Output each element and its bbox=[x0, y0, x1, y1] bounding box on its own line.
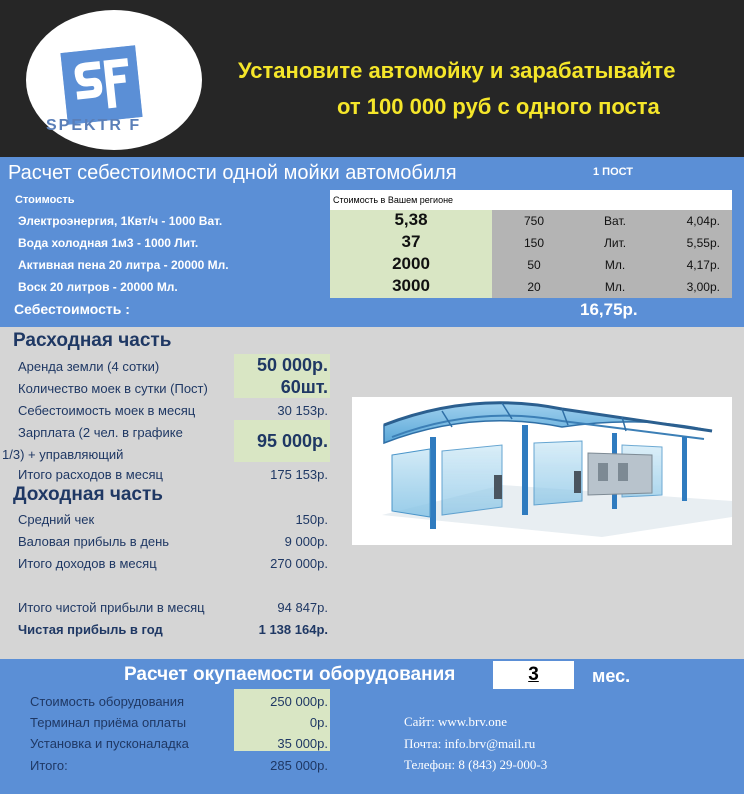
cost-section-title: Расчет себестоимости одной мойки автомобиля bbox=[8, 162, 457, 184]
region-price-input[interactable]: 37 bbox=[401, 232, 421, 251]
cost-row-name: Активная пена 20 литра - 20000 Мл. bbox=[18, 258, 229, 272]
cost-row-quantity: 150 bbox=[523, 236, 545, 250]
payback-title: Расчет окупаемости оборудования bbox=[124, 664, 456, 685]
cost-row-unit: Мл. bbox=[604, 280, 626, 294]
region-price-input[interactable]: 5,38 bbox=[394, 210, 428, 229]
contact-site-link[interactable]: Сайт: www.brv.one bbox=[404, 714, 508, 729]
headline-line-2: от 100 000 руб с одного поста bbox=[337, 94, 660, 119]
cost-row-unit: Мл. bbox=[604, 258, 626, 272]
contact-phone: Телефон: 8 (843) 29-000-3 bbox=[404, 757, 548, 772]
cost-row-name: Электроэнергия, 1Квт/ч - 1000 Ват. bbox=[18, 214, 223, 228]
monthly-income-value: 270 000р. bbox=[270, 556, 328, 571]
payback-total-label: Итого: bbox=[30, 758, 68, 773]
cost-row-name: Воск 20 литров - 20000 Мл. bbox=[18, 280, 178, 294]
cost-row-water bbox=[0, 232, 744, 254]
contact-email-link[interactable]: Почта: info.brv@mail.ru bbox=[404, 736, 536, 751]
cost-row-total: 4,04р. bbox=[686, 214, 720, 228]
cost-row-quantity: 20 bbox=[527, 280, 541, 294]
equipment-cost-input[interactable]: 250 000р. bbox=[270, 694, 328, 709]
expenses-total-label: Итого расходов в месяц bbox=[18, 467, 163, 482]
region-price-input[interactable]: 3000 bbox=[392, 276, 430, 295]
carwash-canopy-image bbox=[352, 397, 732, 545]
cost-row-electricity bbox=[0, 210, 744, 232]
net-year-label: Чистая прибыль в год bbox=[18, 622, 163, 637]
payback-months-value: 3 bbox=[528, 664, 539, 685]
cost-row-quantity: 50 bbox=[527, 258, 541, 272]
avg-check-value: 150р. bbox=[295, 512, 328, 527]
installation-input[interactable]: 35 000р. bbox=[277, 736, 328, 751]
selfcost-value: 16,75р. bbox=[580, 300, 638, 319]
terminal-label: Терминал приёма оплаты bbox=[30, 715, 187, 730]
land-rent-input[interactable]: 50 000р. bbox=[256, 355, 328, 375]
cost-row-unit: Ват. bbox=[604, 214, 626, 228]
monthly-income-label: Итого доходов в месяц bbox=[18, 556, 157, 571]
expenses-total-value: 175 153р. bbox=[270, 467, 328, 482]
cost-row-foam bbox=[0, 254, 744, 276]
installation-label: Установка и пусконаладка bbox=[30, 736, 189, 751]
selfcost-label: Себестоимость : bbox=[14, 301, 130, 317]
net-month-value: 94 847р. bbox=[277, 600, 328, 615]
payback-months-label: мес. bbox=[592, 666, 631, 686]
land-rent-label: Аренда земли (4 сотки) bbox=[18, 359, 160, 374]
carwash-illustration bbox=[352, 397, 732, 545]
monthly-cost-label: Себестоимость моек в месяц bbox=[18, 403, 196, 418]
salary-label-line-2: 1/3) + управляющий bbox=[2, 447, 124, 462]
daily-profit-value: 9 000р. bbox=[284, 534, 328, 549]
washes-per-day-label: Количество моек в сутки (Пост) bbox=[18, 381, 208, 396]
washes-per-day-input[interactable]: 60шт. bbox=[280, 377, 328, 397]
monthly-cost-value: 30 153р. bbox=[277, 403, 328, 418]
logo-text: SPEKTR F bbox=[46, 117, 142, 134]
equipment-cost-label: Стоимость оборудования bbox=[30, 694, 185, 709]
headline-line-1: Установите автомойку и зарабатывайте bbox=[238, 58, 676, 83]
cost-row-quantity: 750 bbox=[523, 214, 545, 228]
cost-row-total: 4,17р. bbox=[686, 258, 720, 272]
region-price-input[interactable]: 2000 bbox=[392, 254, 430, 273]
payback-total-value: 285 000р. bbox=[270, 758, 328, 773]
avg-check-label: Средний чек bbox=[18, 512, 95, 527]
cost-row-name: Вода холодная 1м3 - 1000 Лит. bbox=[18, 236, 199, 250]
cost-column-header: Стоимость bbox=[15, 194, 75, 206]
income-title: Доходная часть bbox=[13, 484, 163, 505]
spektr-logo-icon bbox=[60, 45, 142, 124]
cost-row-unit: Лит. bbox=[603, 236, 627, 250]
header-blank-cell bbox=[492, 190, 732, 210]
region-price-header: Стоимость в Вашем регионе bbox=[330, 190, 492, 210]
cost-row-total: 3,00р. bbox=[686, 280, 720, 294]
salary-label-line-1: Зарплата (2 чел. в графике bbox=[18, 425, 183, 440]
net-year-value: 1 138 164р. bbox=[258, 622, 328, 637]
daily-profit-label: Валовая прибыль в день bbox=[18, 534, 170, 549]
terminal-input[interactable]: 0р. bbox=[309, 715, 328, 730]
post-count-label: 1 ПОСТ bbox=[593, 166, 634, 178]
expenses-title: Расходная часть bbox=[13, 330, 172, 351]
cost-row-wax bbox=[0, 276, 744, 298]
net-month-label: Итого чистой прибыли в месяц bbox=[18, 600, 205, 615]
cost-row-total: 5,55р. bbox=[686, 236, 720, 250]
salary-input[interactable]: 95 000р. bbox=[256, 431, 328, 451]
